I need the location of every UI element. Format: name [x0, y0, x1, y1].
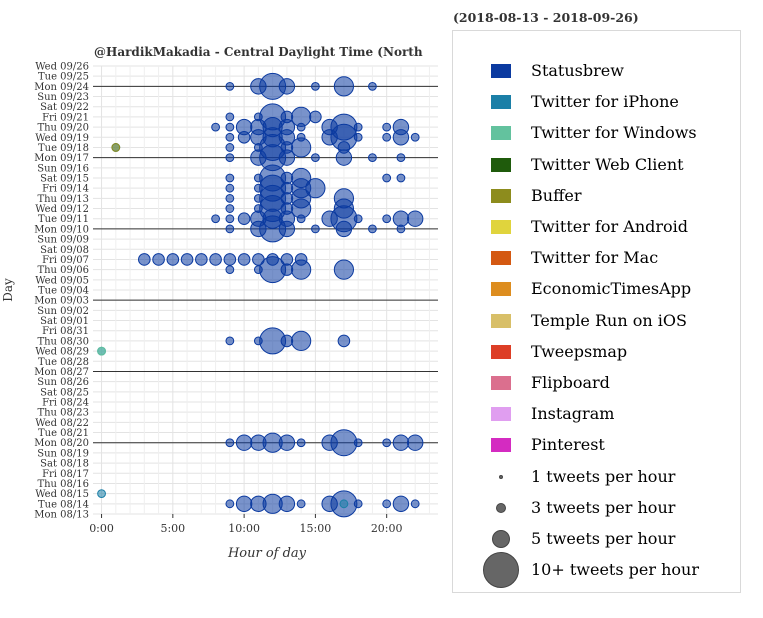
x-tick-labels	[89, 514, 402, 535]
data-point	[226, 174, 234, 182]
x-axis-label: Hour of day	[227, 546, 307, 561]
legend-swatch	[491, 95, 511, 109]
y-tick-label: Mon 08/20	[34, 438, 89, 450]
data-point	[292, 107, 311, 126]
y-tick-label: Tue 08/21	[37, 428, 89, 440]
y-tick-label: Sat 08/25	[40, 387, 89, 399]
legend-item	[453, 246, 742, 270]
legend-swatch	[491, 376, 511, 390]
legend-swatch	[491, 282, 511, 296]
legend-item	[453, 340, 742, 364]
data-point	[224, 254, 236, 266]
legend-label: Tweepsmap	[531, 341, 628, 361]
data-point	[397, 174, 405, 182]
y-tick-label: Thu 09/06	[37, 265, 89, 277]
data-point	[212, 215, 220, 223]
data-point	[331, 430, 357, 456]
y-tick-label: Mon 08/13	[34, 509, 89, 521]
legend-item	[453, 277, 742, 301]
tweet-points	[98, 73, 423, 516]
legend-item	[453, 215, 742, 239]
legend-swatch	[491, 314, 511, 328]
legend-swatch	[491, 438, 511, 452]
data-point	[411, 133, 419, 141]
legend-swatch	[491, 220, 511, 234]
data-point	[236, 119, 251, 134]
data-point	[279, 435, 294, 450]
size-legend-dot	[483, 552, 519, 588]
x-tick-label: 20:00	[370, 522, 403, 535]
data-point	[226, 266, 234, 274]
data-point	[226, 154, 234, 162]
y-axis-label: Day	[1, 278, 15, 302]
data-point	[292, 168, 311, 187]
y-tick-label: Sun 08/19	[37, 448, 89, 460]
size-legend-label: 1 tweets per hour	[531, 466, 676, 486]
legend	[452, 30, 741, 593]
y-tick-labels	[34, 62, 89, 521]
data-point	[334, 260, 353, 279]
y-tick-label: Fri 08/24	[42, 397, 89, 409]
data-point	[383, 123, 391, 131]
y-tick-label: Thu 08/23	[37, 407, 89, 419]
data-point	[383, 133, 391, 141]
data-point	[311, 154, 319, 162]
legend-label: Twitter for Android	[531, 217, 689, 236]
legend-swatch	[491, 126, 511, 140]
size-legend-dot	[492, 530, 510, 548]
y-tick-label: Tue 09/25	[37, 71, 89, 83]
legend-item	[453, 433, 742, 457]
legend-label: Flipboard	[531, 373, 610, 392]
y-tick-label: Mon 09/03	[34, 295, 89, 307]
legend-swatch	[491, 407, 511, 421]
data-point	[98, 347, 106, 355]
y-tick-label: Sun 09/02	[37, 305, 89, 317]
data-point	[226, 82, 234, 90]
data-point	[295, 254, 307, 266]
legend-label: Twitter for Mac	[531, 248, 659, 268]
legend-label: Statusbrew	[531, 61, 624, 80]
y-tick-label: Sun 09/09	[37, 234, 89, 246]
x-tick-label: 10:00	[228, 522, 260, 535]
size-legend-item	[453, 465, 742, 489]
legend-label: Pinterest	[531, 435, 605, 455]
data-point	[292, 331, 311, 350]
x-tick-label: 15:00	[299, 522, 332, 535]
y-tick-label: Wed 09/19	[35, 132, 89, 144]
data-point	[226, 439, 234, 447]
data-point	[281, 172, 293, 184]
y-tick-label: Wed 09/05	[35, 275, 89, 287]
legend-item	[453, 59, 742, 83]
legend-item	[453, 153, 742, 177]
data-point	[238, 213, 250, 225]
data-point	[226, 194, 234, 202]
data-point	[226, 215, 234, 223]
y-tick-label: Sat 09/22	[40, 102, 89, 114]
y-tick-label: Sat 09/01	[40, 316, 89, 328]
data-point	[393, 435, 408, 450]
data-point	[310, 111, 322, 123]
data-point	[331, 114, 357, 140]
data-point	[210, 254, 222, 266]
data-point	[383, 500, 391, 508]
data-point	[383, 215, 391, 223]
y-tick-label: Thu 08/16	[37, 478, 89, 490]
data-point	[311, 225, 319, 233]
legend-item	[453, 371, 742, 395]
data-point	[279, 496, 294, 511]
legend-label: Twitter for iPhone	[531, 92, 679, 112]
legend-item	[453, 121, 742, 145]
data-point	[226, 133, 234, 141]
y-tick-label: Sat 08/18	[40, 458, 89, 470]
data-point	[338, 335, 350, 347]
data-point	[383, 439, 391, 447]
data-point	[226, 113, 234, 121]
legend-item	[453, 184, 742, 208]
data-point	[397, 154, 405, 162]
data-point	[236, 496, 251, 511]
data-point	[226, 184, 234, 192]
y-tick-label: Mon 09/17	[34, 153, 89, 165]
data-point	[226, 225, 234, 233]
legend-swatch	[491, 64, 511, 78]
y-tick-label: Wed 08/29	[35, 346, 89, 358]
data-point	[297, 500, 305, 508]
y-tick-label: Tue 08/14	[37, 499, 89, 511]
y-tick-label: Sat 09/08	[40, 244, 89, 256]
data-point	[334, 189, 353, 208]
legend-item	[453, 402, 742, 426]
data-point	[393, 119, 408, 134]
y-tick-label: Thu 08/30	[37, 336, 89, 348]
data-point	[226, 144, 234, 152]
data-point	[226, 500, 234, 508]
data-point	[297, 439, 305, 447]
legend-label: Twitter Web Client	[531, 154, 684, 174]
y-tick-label: Wed 09/26	[35, 61, 89, 73]
date-range: (2018-08-13 - 2018-09-26)	[453, 10, 639, 25]
y-tick-label: Tue 09/04	[37, 285, 89, 297]
size-legend-item	[453, 496, 742, 520]
y-tick-label: Fri 08/17	[42, 468, 89, 480]
chart-title: @HardikMakadia - Central Daylight Time (North	[94, 45, 423, 59]
legend-label: EconomicTimesApp	[531, 279, 692, 299]
data-point	[139, 254, 151, 266]
data-point	[354, 123, 362, 131]
legend-swatch	[491, 189, 511, 203]
y-tick-label: Sun 09/16	[37, 163, 89, 175]
data-point	[226, 337, 234, 345]
legend-item	[453, 90, 742, 114]
x-tick-label: 0:00	[89, 522, 114, 535]
data-point	[411, 500, 419, 508]
data-point	[340, 500, 348, 508]
data-point	[253, 254, 265, 266]
y-tick-label: Thu 09/13	[37, 193, 89, 205]
data-point	[112, 144, 120, 152]
size-legend-dot	[499, 475, 503, 479]
data-point	[334, 77, 353, 96]
data-point	[354, 439, 362, 447]
size-legend-item	[453, 527, 742, 551]
legend-label: Instagram	[531, 404, 615, 424]
data-point	[383, 174, 391, 182]
legend-item	[453, 309, 742, 333]
data-point	[407, 435, 422, 450]
data-point	[238, 254, 250, 266]
legend-swatch	[491, 251, 511, 265]
size-legend-label: 3 tweets per hour	[531, 497, 676, 517]
y-tick-label: Sun 08/26	[37, 377, 89, 389]
y-tick-label: Fri 09/21	[42, 112, 89, 124]
data-point	[267, 254, 279, 266]
y-tick-label: Sun 09/23	[37, 92, 89, 104]
legend-label: Temple Run on iOS	[531, 310, 687, 330]
data-point	[281, 111, 293, 123]
data-point	[281, 254, 293, 266]
data-point	[311, 82, 319, 90]
x-tick-label: 5:00	[160, 522, 186, 535]
size-legend-label: 10+ tweets per hour	[531, 560, 699, 580]
y-tick-label: Wed 08/15	[35, 489, 89, 501]
y-tick-label: Tue 08/28	[37, 356, 89, 368]
data-point	[153, 254, 165, 266]
y-tick-label: Wed 08/22	[35, 417, 89, 429]
data-point	[279, 79, 294, 94]
legend-swatch	[491, 345, 511, 359]
data-point	[212, 123, 220, 131]
data-point	[167, 254, 179, 266]
y-tick-label: Mon 09/24	[34, 81, 89, 93]
y-tick-label: Wed 09/12	[35, 204, 89, 216]
data-point	[98, 490, 106, 498]
y-tick-label: Tue 09/11	[37, 214, 89, 226]
data-point	[226, 205, 234, 213]
data-point	[354, 500, 362, 508]
data-point	[281, 335, 293, 347]
data-point	[297, 133, 305, 141]
data-point	[226, 123, 234, 131]
data-point	[393, 211, 408, 226]
y-tick-label: Fri 09/07	[42, 254, 89, 266]
y-tick-label: Mon 09/10	[34, 224, 89, 236]
data-point	[196, 254, 208, 266]
y-tick-label: Mon 08/27	[34, 366, 89, 378]
y-tick-label: Fri 09/14	[42, 183, 89, 195]
size-legend-label: 5 tweets per hour	[531, 529, 676, 548]
data-point	[407, 211, 422, 226]
y-tick-label: Sat 09/15	[40, 173, 89, 185]
data-point	[236, 435, 251, 450]
data-point	[181, 254, 193, 266]
data-point	[369, 82, 377, 90]
y-tick-label: Thu 09/20	[37, 122, 89, 134]
legend-label: Twitter for Windows	[531, 123, 697, 143]
data-point	[369, 225, 377, 233]
data-point	[369, 154, 377, 162]
y-tick-label: Tue 09/18	[37, 142, 89, 154]
y-tick-label: Fri 08/31	[42, 326, 89, 338]
data-point	[393, 496, 408, 511]
data-point	[354, 215, 362, 223]
legend-label: Buffer	[531, 185, 582, 205]
legend-swatch	[491, 158, 511, 172]
data-point	[354, 133, 362, 141]
size-legend-item	[453, 558, 742, 582]
size-legend-dot	[496, 503, 506, 513]
